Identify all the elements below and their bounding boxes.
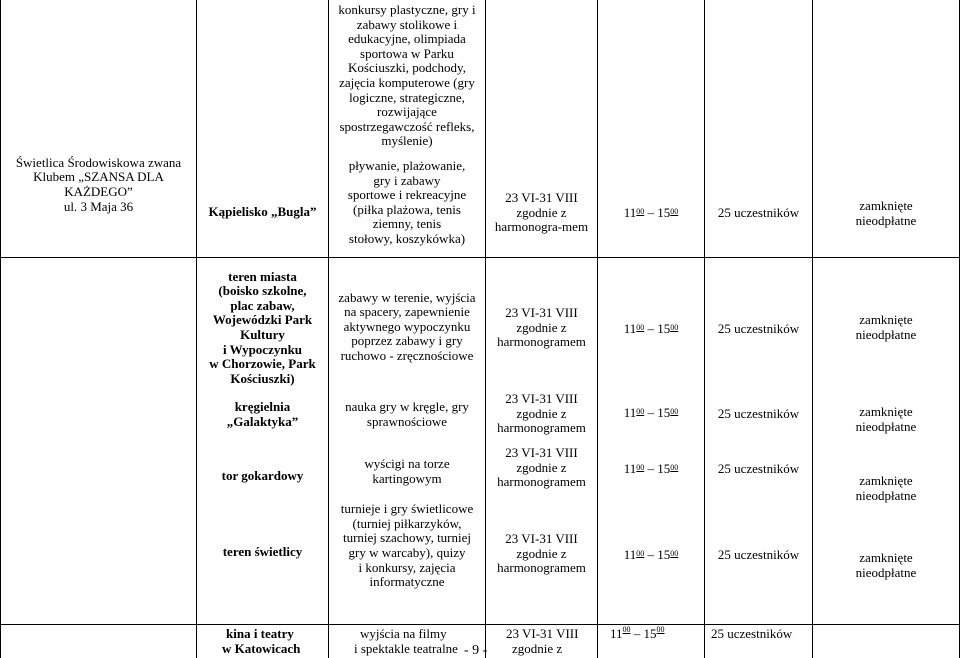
type-cell: zamknięte nieodpłatne	[855, 404, 917, 434]
dates-cell: 23 VI-31 VIII zgodnie z harmonogramem	[497, 445, 586, 490]
time-to-minutes: 00	[656, 624, 665, 634]
location-cell: tor gokardowy	[221, 467, 304, 483]
time-from: 11	[610, 626, 623, 641]
time-to: 15	[657, 404, 671, 420]
time-cell: 11 $^{00}$ – 15 $^{00}$	[623, 404, 679, 420]
participants-cell: 25 uczestników	[717, 320, 800, 336]
type-cell: zamknięte nieodpłatne	[855, 473, 917, 503]
time-cell: 11 $^{00}$ – 15 $^{00}$	[623, 320, 679, 336]
location-cell: teren świetlicy	[222, 543, 303, 559]
grid-line	[0, 624, 960, 625]
participants-cell: 25 uczestników	[717, 204, 800, 220]
participants-cell: 25 uczestników	[717, 460, 800, 476]
type-cell: zamknięte nieodpłatne	[855, 312, 917, 342]
activities-cell: wyścigi na torze kartingowym	[364, 456, 450, 486]
participants-cell: 25 uczestników	[717, 405, 800, 421]
footer-activities-line2: i spektakle teatralne	[354, 641, 458, 656]
participants-cell: 25 uczestników	[717, 546, 800, 562]
time-cell: 11 $^{00}$ – 15 $^{00}$	[623, 204, 679, 220]
time-cell: 11 $^{00}$ – 15 $^{00}$	[623, 546, 679, 562]
dates-cell: 23 VI-31 VIII zgodnie z harmonogramem	[497, 391, 586, 436]
activities-cell: nauka gry w kręgle, gry sprawnościowe	[345, 399, 469, 429]
footer-dates-line1: 23 VI-31 VIII	[506, 626, 579, 641]
footer-location-line2: w Katowicach	[222, 641, 301, 656]
time-from-minutes: 00	[622, 624, 631, 634]
time-from: 11	[623, 404, 637, 420]
footer-dates-line2: zgodnie z	[512, 641, 563, 656]
grid-line	[0, 0, 1, 658]
footer-participants: 25 uczestników	[711, 626, 793, 641]
time-from: 11	[623, 320, 637, 336]
dates-cell: 23 VI-31 VIII zgodnie z harmonogramem	[497, 531, 586, 576]
activities-cell: zabawy w terenie, wyjścia na spacery, zapewnienie aktywnego wypoczynku poprzez zabawy i gry ruchowo - zręcznościowe	[338, 289, 476, 363]
footer-time: $11^{00} - 15^{00}$	[610, 624, 665, 641]
dates-cell: 23 VI-31 VIII zgodnie z harmonogramem	[497, 305, 586, 350]
type-cell: zamknięte nieodpłatne	[855, 198, 917, 228]
footer-activities-line1: wyjścia na filmy	[360, 626, 447, 641]
grid-line	[0, 257, 960, 258]
time-to: 15	[643, 626, 657, 641]
location-cell: kręgielnia „Galaktyka”	[226, 399, 299, 429]
page-number: - 9 -	[464, 643, 488, 658]
time-from: 11	[623, 204, 637, 220]
activities-cell: pływanie, plażowanie, gry i zabawy sportowe i rekreacyjne (piłka plażowa, tenis ziemny, tenis stołowy, koszykówka)	[347, 158, 467, 246]
time-from: 11	[623, 460, 637, 476]
dates-cell: 23 VI-31 VIII zgodnie z harmonogra-mem	[494, 190, 589, 235]
time-to: 15	[657, 204, 671, 220]
activities-cell: konkursy plastyczne, gry i zabawy stolikowe i edukacyjne, olimpiada sportowa w Parku Kościuszki, podchody, zajęcia komputerowe (gry logiczne, strategiczne, rozwijające spostrzegawczość refleks, myślenie)	[338, 2, 476, 149]
footer-location-line1: kina i teatry	[226, 626, 294, 641]
time-cell: 11 $^{00}$ – 15 $^{00}$	[623, 460, 679, 476]
place-cell: Świetlica Środowiskowa zwana Klubem „SZANSA DLA KAŻDEGO” ul. 3 Maja 36	[15, 154, 182, 214]
time-to: 15	[657, 460, 671, 476]
activities-cell: turnieje i gry świetlicowe (turniej piłkarzyków, turniej szachowy, turniej gry w warcaby), quizy i konkursy, zajęcia informatyczne	[340, 501, 474, 590]
location-cell: Kąpielisko „Bugla”	[208, 203, 317, 219]
time-to: 15	[657, 320, 671, 336]
time-to: 15	[657, 546, 671, 562]
type-cell: zamknięte nieodpłatne	[855, 550, 917, 580]
time-from: 11	[623, 546, 637, 562]
location-cell: teren miasta (boisko szkolne, plac zabaw, Wojewódzki Park Kultury i Wypoczynku w Chorzowie, Park Kościuszki)	[209, 268, 316, 386]
